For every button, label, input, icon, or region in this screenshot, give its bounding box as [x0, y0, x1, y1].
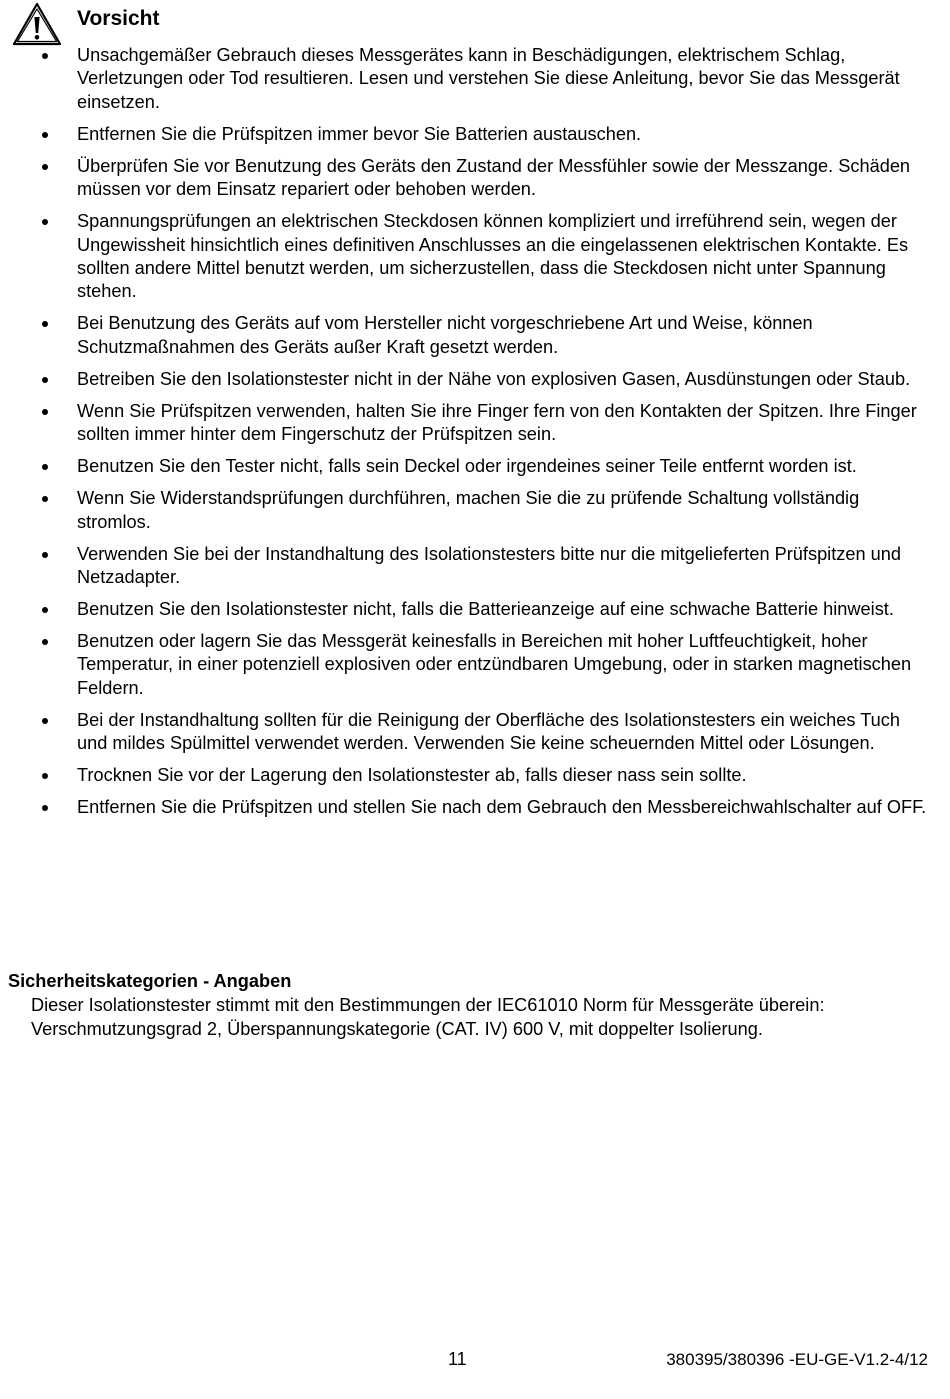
warning-list-item — [0, 210, 950, 304]
warning-list-item — [0, 630, 950, 700]
warning-list-item — [0, 123, 950, 146]
warning-list-item-text: Benutzen oder lagern Sie das Messgerät keinesfalls in Bereichen mit hoher Luftfeuchtigkeit, hoher Temperatur, in einer potenziell explosiven oder entzündbaren Umgebung, oder in starken magnetischen Feldern. — [77, 631, 912, 698]
warning-list-item — [0, 155, 950, 202]
warning-triangle-icon — [12, 2, 62, 46]
warning-list-item — [0, 312, 950, 359]
warning-list-item — [0, 487, 950, 534]
warning-list-item-text: Spannungsprüfungen an elektrischen Steckdosen können kompliziert und irreführend sein, wegen der Ungewissheit hinsichtlich eines definitiven Anschlusses an die eingelassenen elektrischen Kontakte. Es sollten andere Mittel benutzt werden, um sicherzustellen, dass die Steckdosen nicht unter Spannung stehen. — [77, 211, 909, 302]
safety-categories-body — [31, 993, 931, 1041]
warning-list-item-text: Wenn Sie Prüfspitzen verwenden, halten Sie ihre Finger fern von den Kontakten der Spitzen. Ihre Finger sollten immer hinter dem Fingerschutz der Prüfspitzen sein. — [77, 400, 917, 445]
warning-list-item-text: Verwenden Sie bei der Instandhaltung des Isolationstesters bitte nur die mitgelieferten Prüfspitzen und Netzadapter. — [77, 543, 901, 588]
bullet-dot-icon — [42, 321, 48, 327]
safety-categories-line-2: Verschmutzungsgrad 2, Überspannungskategorie (CAT. IV) 600 V, mit doppelter Isolierung. — [31, 1019, 763, 1039]
warning-list-item — [0, 455, 950, 478]
warning-list-item — [0, 543, 950, 590]
bullet-dot-icon — [42, 377, 48, 383]
warning-list-item-text: Unsachgemäßer Gebrauch dieses Messgerätes kann in Beschädigungen, elektrischem Schlag, Verletzungen oder Tod resultieren. Lesen und verstehen Sie diese Anleitung, bevor Sie das Messgerät einsetzen. — [77, 45, 900, 112]
bullet-dot-icon — [42, 53, 48, 59]
bullet-dot-icon — [42, 496, 48, 502]
page-number: 11 — [448, 1349, 467, 1369]
bullet-dot-icon — [42, 552, 48, 558]
bullet-dot-icon — [42, 805, 48, 811]
warning-list-item — [0, 44, 950, 114]
warning-list-item-text: Entfernen Sie die Prüfspitzen und stellen Sie nach dem Gebrauch den Messbereichwahlschalter auf OFF. — [77, 797, 927, 818]
warning-list-item — [0, 368, 950, 391]
bullet-dot-icon — [42, 409, 48, 415]
safety-warning-list — [0, 44, 950, 828]
warning-list-item-text: Trocknen Sie vor der Lagerung den Isolationstester ab, falls dieser nass sein sollte. — [77, 765, 747, 786]
bullet-dot-icon — [42, 219, 48, 225]
bullet-dot-icon — [42, 773, 48, 779]
bullet-dot-icon — [42, 718, 48, 724]
bullet-dot-icon — [42, 464, 48, 470]
warning-list-item-text: Bei Benutzung des Geräts auf vom Hersteller nicht vorgeschriebene Art und Weise, können Schutzmaßnahmen des Geräts außer Kraft gesetzt werden. — [77, 313, 813, 357]
warning-list-item-text: Bei der Instandhaltung sollten für die Reinigung der Oberfläche des Isolationstesters ein weiches Tuch und mildes Spülmittel verwendet werden. Verwenden Sie keine scheuernden Mittel oder Lösungen. — [77, 709, 900, 754]
bullet-dot-icon — [42, 132, 48, 138]
safety-categories-title: Sicherheitskategorien - Angaben — [8, 971, 292, 991]
bullet-dot-icon — [42, 639, 48, 645]
warning-header — [12, 2, 62, 46]
warning-list-item — [0, 796, 950, 819]
warning-list-item-text: Überprüfen Sie vor Benutzung des Geräts den Zustand der Messfühler sowie der Messzange. Schäden müssen vor dem Einsatz repariert oder behoben werden. — [77, 155, 911, 200]
warning-list-item — [0, 764, 950, 787]
bullet-dot-icon — [42, 607, 48, 613]
warning-list-item-text: Entfernen Sie die Prüfspitzen immer bevor Sie Batterien austauschen. — [77, 123, 642, 144]
bullet-dot-icon — [42, 164, 48, 170]
safety-categories-line-1: Dieser Isolationstester stimmt mit den Bestimmungen der IEC61010 Norm für Messgeräte überein: — [31, 995, 825, 1015]
warning-list-item-text: Benutzen Sie den Tester nicht, falls sein Deckel oder irgendeines seiner Teile entfernt worden ist. — [77, 456, 857, 477]
warning-list-item — [0, 400, 950, 447]
warning-list-item — [0, 709, 950, 756]
document-code: 380395/380396 -EU-GE-V1.2-4/12 — [666, 1350, 928, 1369]
warning-list-item-text: Wenn Sie Widerstandsprüfungen durchführen, machen Sie die zu prüfende Schaltung vollständig stromlos. — [77, 488, 860, 532]
warning-list-item-text: Betreiben Sie den Isolationstester nicht in der Nähe von explosiven Gasen, Ausdünstungen oder Staub. — [77, 368, 911, 389]
warning-title: Vorsicht — [77, 7, 160, 30]
warning-list-item — [0, 598, 950, 621]
warning-list-item-text: Benutzen Sie den Isolationstester nicht, falls die Batterieanzeige auf eine schwache Batterie hinweist. — [77, 599, 894, 620]
